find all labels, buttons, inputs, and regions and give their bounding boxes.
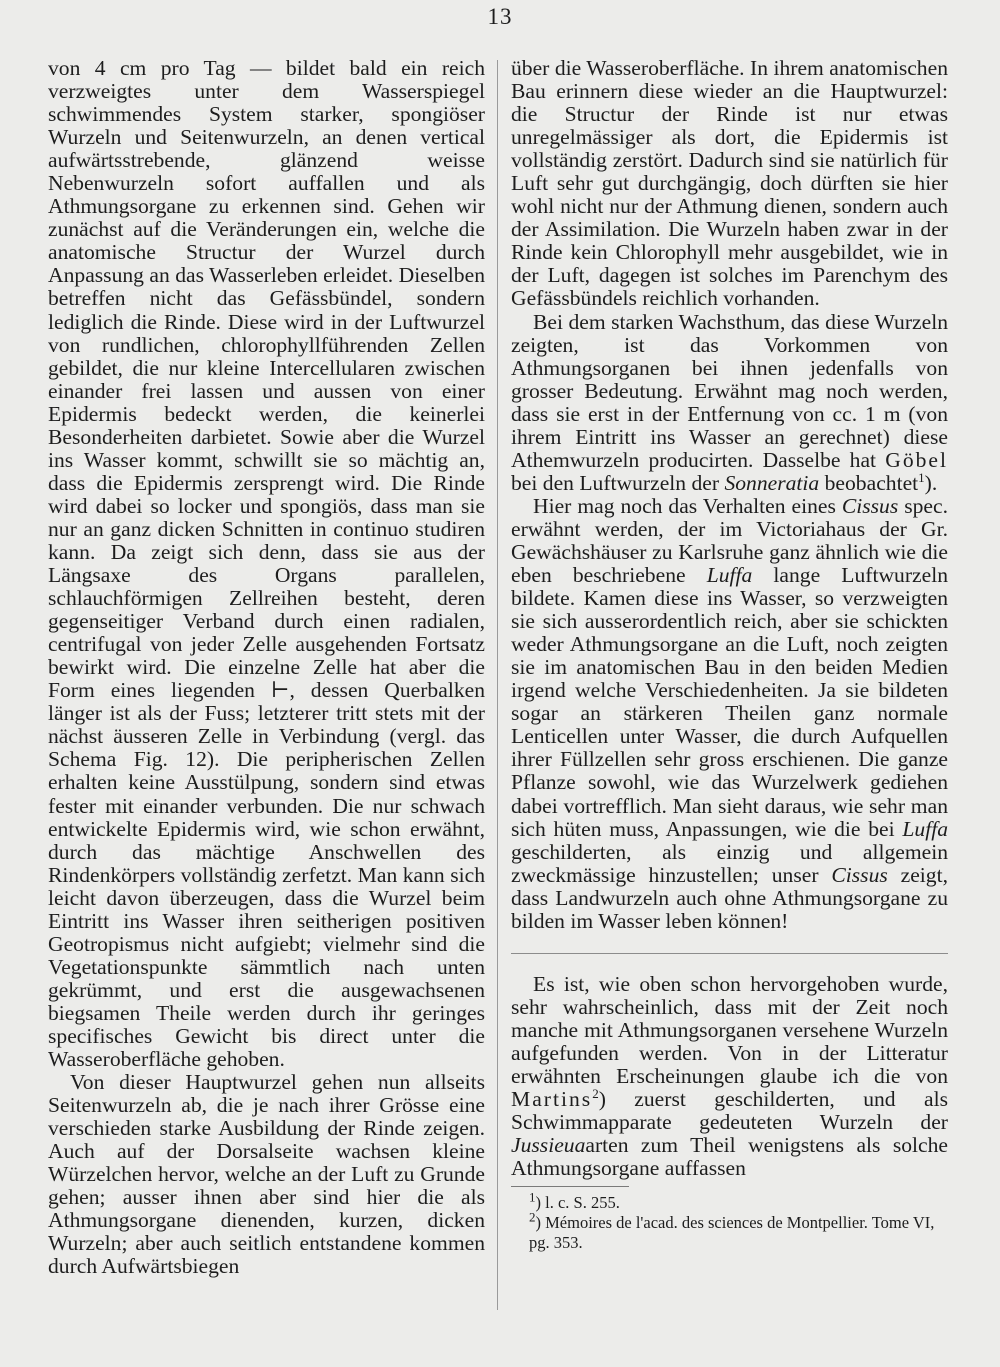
- paragraph: Von dieser Hauptwurzel gehen nun allseits Seitenwurzeln ab, die je nach ihrer Grösse eine verschieden starke Ausbildung der Rinde zeigen. Auch auf der Dorsalseite wachsen kleine Würzelchen hervor, welche an der Luft zu Grunde gehen; ausser ihnen aber sind hier die als Athmungsorgane dienenden, kurzen, dicken Wurzeln; aber auch seitlich entstandene kommen durch Aufwärtsbiegen: [48, 1070, 485, 1279]
- taxon-name: Luffa: [902, 816, 948, 841]
- paragraph: von 4 cm pro Tag — bildet bald ein reich verzweigtes unter dem Wasserspiegel schwimmendes System starker, spongiöser Wurzeln und Seitenwurzeln, an denen vertical aufwärtsstrebende, glänzend weisse Nebenwurzeln sofort auffallen und als Athmungsorgane zu erkennen sind. Gehen wir zunächst auf die Veränderungen ein, welche die anatomische Structur der Wurzel durch Anpassung an das Wasserleben erleidet. Dieselben betreffen nicht das Gefässbündel, sondern lediglich die Rinde. Diese wird in der Luftwurzel von rundlichen, chlorophyllführenden Zellen gebildet, die nur kleine Intercellularen zwischen einander frei lassen und aussen von einer Epidermis bedeckt werden, die keinerlei Besonderheiten darbietet. Sowie aber die Wurzel ins Wasser kommt, schwillt sie so mächtig an, dass die Epidermis zersprengt wird. Die Rinde wird dabei so locker und spongiös, dass man sie nur an ganz dicken Schnitten in continuo studiren kann. Da zeigt sich denn, dass sie aus der Längsaxe des Organs parallelen, schlauchförmigen Zellreihen besteht, deren gegenseitiger Verband durch einen radialen, centrifugal von jeder Zelle ausgehenden Fortsatz bewirkt wird. Die einzelne Zelle hat aber die Form eines liegenden ⊢, dessen Querbalken länger ist als der Fuss; letzterer tritt stets mit der nächst äusseren Zelle in Verbindung (vergl. das Schema Fig. 12). Die peripherischen Zellen erhalten keine Ausstülpung, sondern sind etwas fester mit einander verbunden. Die nur schwach entwickelte Epidermis wird, wie schon erwähnt, durch das mächtige Anschwellen des Rindenkörpers vollständig zerfetzt. Man kann sich leicht davon überzeugen, dass die Wurzel beim Eintritt ins Wasser ihren seitherigen positiven Geotropismus nicht aufgiebt; vielmehr sind die Vegetationspunkte sämmtlich nach unten gekrümmt, und erst die ausgewachsenen biegsamen Theile werden durch ihr geringes specifisches Gewicht bis direct unter die Wasseroberfläche gehoben.: [48, 56, 485, 1072]
- footnote: $^1$) l. c. S. 255.: [529, 1189, 620, 1213]
- paragraph: Hier mag noch das Verhalten eines Cissus spec. erwähnt werden, der im Victoriahaus der Gr. Gewächshäuser zu Karlsruhe ganz ähnlich wie die eben beschriebene Luffa lange Luftwurzeln bildete. Kamen diese ins Wasser, so verzweigten sie sich ausserordentlich reich, aber sie schickten weder Athmungsorgane an die Luft, noch zeigten sie im anatomischen Bau in den beiden Medien irgend welche Verschiedenheiten. Ja sie bildeten sogar an stärkeren Theilen ganz normale Lenticellen unter Wasser, die durch Aufquellen ihrer Füllzellen sehr gross erschienen. Die ganze Pflanze sowohl, wie das Wurzelwerk gediehen dabei vortrefflich. Man sieht daraus, wie sehr man sich hüten muss, Anpassungen, wie die bei Luffa geschilderten, als einzig und allgemein zweckmässige hinzustellen; unser Cissus zeigt, dass Landwurzeln auch ohne Athmungsorgane zu bilden im Wasser leben können!: [511, 493, 948, 933]
- taxon-name: Cissus: [831, 862, 888, 887]
- paragraph: Es ist, wie oben schon hervorgehoben wurde, sehr wahrscheinlich, dass mit der Zeit noch manche mit Athmungsorganen versehene Wurzeln aufgefunden werden. Von in der Litteratur erwähnten Erscheinungen glaube ich die von Martins$^2$) zuerst geschilderten, und als Schwimmapparate gedeuteten Wurzeln der Jussieuaarten zum Theil wenigstens als solche Athmungsorgane auffassen: [511, 971, 948, 1181]
- footnotes: [511, 1189, 948, 1253]
- author-name: Martins: [511, 1087, 593, 1112]
- taxon-name: Cissus: [841, 493, 899, 518]
- taxon-name: Luffa: [706, 563, 753, 588]
- footnote-ref: 1: [918, 469, 925, 485]
- footnote-rule: [511, 1186, 629, 1187]
- page-number: 13: [487, 4, 513, 29]
- left-column: [48, 57, 485, 1278]
- paragraph: Bei dem starken Wachsthum, das diese Wurzeln zeigten, ist das Vorkommen von Athmungsorganen bei ihnen jedenfalls von grosser Bedeutung. Erwähnt mag noch werden, dass sie erst in der Entfernung von cc. 1 m (von ihrem Eintritt ins Wasser an gerechnet) diese Athemwurzeln producirten. Dasselbe hat Göbel bei den Luftwurzeln der Sonneratia beobachtet$^1$).: [511, 309, 948, 495]
- footnote: $^2$) Mémoires de l'acad. des sciences de Montpellier. Tome VI, pg. 353.: [529, 1209, 935, 1253]
- author-name: Göbel: [885, 447, 948, 472]
- taxon-name: Sonneratia: [724, 470, 820, 495]
- footnote-ref: 2: [592, 1085, 599, 1101]
- column-divider: [497, 60, 498, 1310]
- section-separator: [511, 953, 948, 954]
- paragraph: über die Wasseroberfläche. In ihrem anatomischen Bau erinnern diese wieder an die Hauptwurzel: die Structur der Rinde ist nur etwas unregelmässiger als dort, die Epidermis ist vollständig zerstört. Dadurch sind sie natürlich für Luft sehr gut durchgängig, doch dürften sie hier wohl nicht nur der Athmung dienen, sondern auch der Assimilation. Die Wurzeln haben zwar in der Rinde kein Chlorophyll mehr ausgebildet, wie in der Luft, dagegen ist solches im Parenchym des Gefässbündels reichlich vorhanden.: [511, 56, 948, 311]
- right-column: [511, 57, 948, 1253]
- taxon-name: Jussieua: [511, 1133, 586, 1158]
